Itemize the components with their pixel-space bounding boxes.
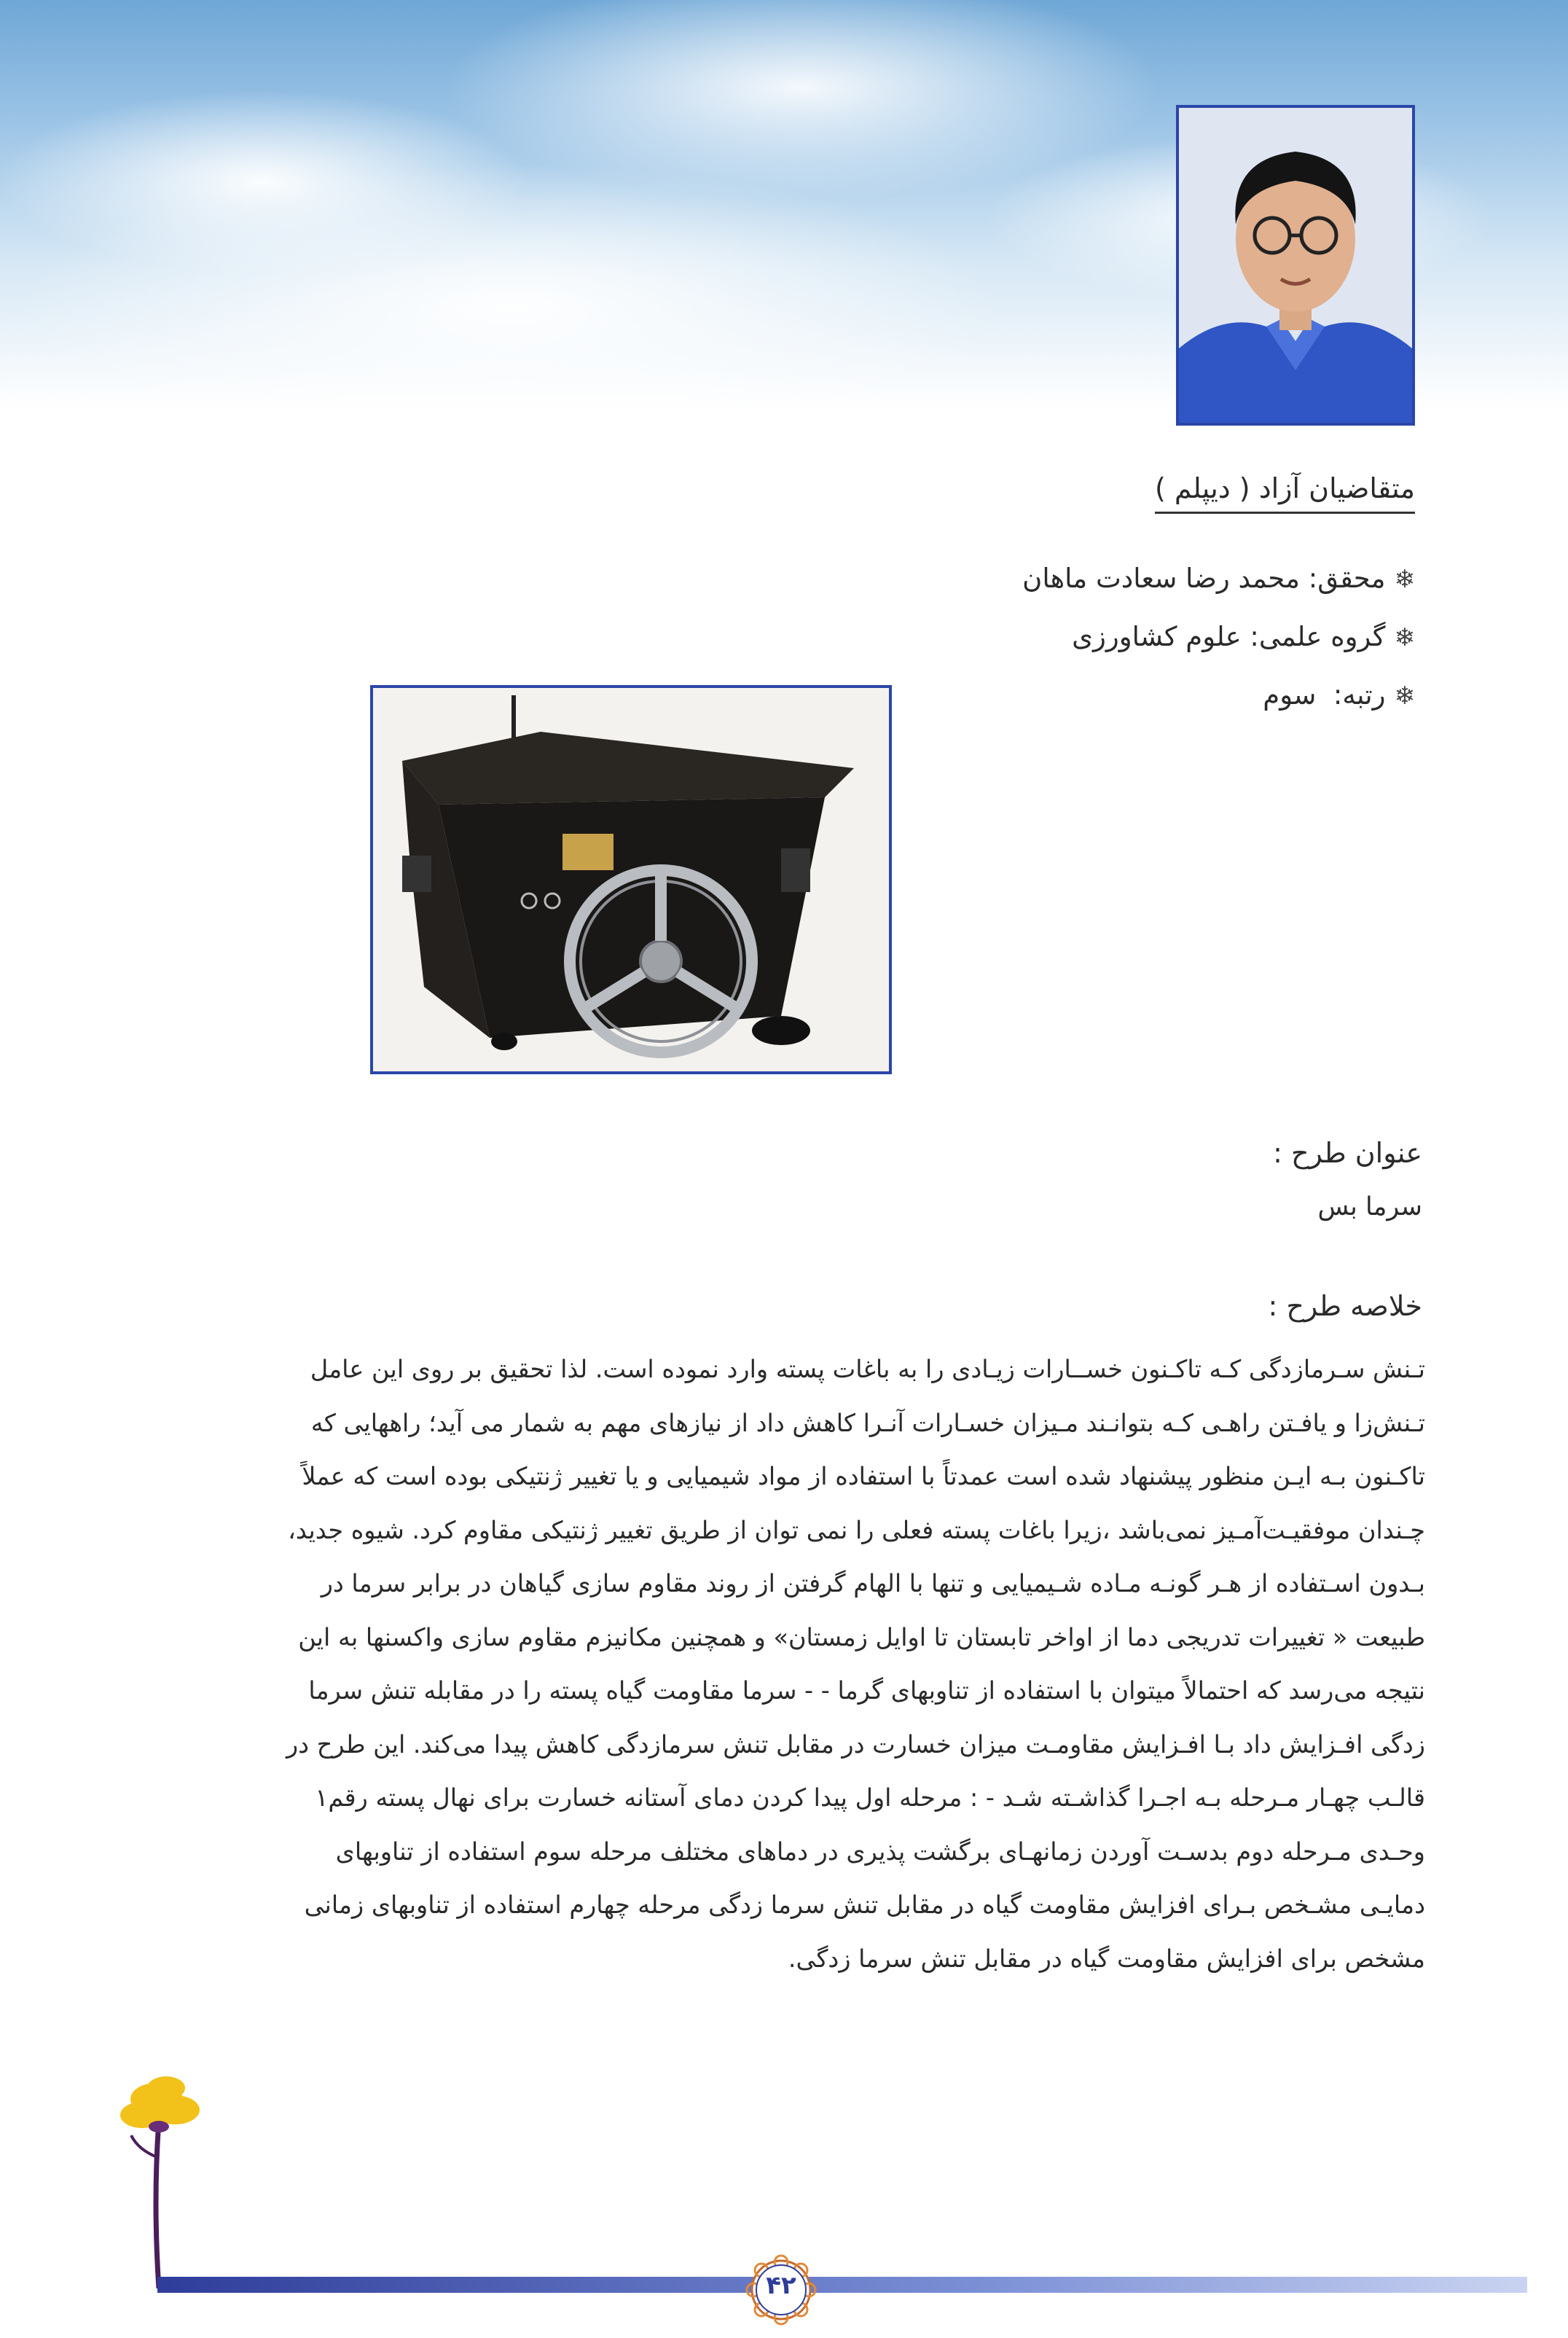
project-device-photo	[370, 685, 892, 1074]
researcher-name: محمد رضا سعادت ماهان	[1022, 563, 1300, 594]
info-label: گروه علمی	[1258, 621, 1386, 652]
summary-line: تـنش سـرمازدگی کـه تاکـنون خســارات زیـادی را به باغات پسته وارد نموده است. لذا تحقیق بر روی این عامل	[310, 1355, 1425, 1383]
summary-line: تاکـنون بـه ایـن منظور پیشنهاد شده است عمدتاً با استفاده از مواد شیمیایی و یا تغییر ژنتیکی بوده است که عملاً	[302, 1462, 1425, 1490]
summary-line: نتیجه می‌رسد که احتمالاً میتوان با استفاده از تناوبهای گرما - - سرما مقاومت گیاه پسته را در مقابله تنش سرما	[308, 1676, 1425, 1705]
snowflake-bullet-icon: ❄	[1394, 623, 1415, 652]
info-label: رتبه	[1342, 679, 1386, 711]
applicant-category: متقاضیان آزاد ( دیپلم )	[1155, 472, 1415, 514]
summary-heading: خلاصه طرح :	[1268, 1290, 1422, 1322]
researcher-portrait	[1176, 105, 1415, 426]
summary-paragraph	[172, 1342, 1425, 1985]
snowflake-bullet-icon: ❄	[1394, 565, 1415, 594]
rank-value: سوم	[1263, 679, 1317, 711]
info-label: محقق	[1317, 563, 1386, 594]
summary-line: قالـب چهـار مـرحله بـه اجـرا گذاشـته شـد - : مرحله اول پیدا کردن دمای آستانه خسارت برای نهال پسته رقم۱	[315, 1783, 1425, 1812]
flower-decoration-icon	[102, 2070, 233, 2288]
researcher-line: ❄محقق: محمد رضا سعادت ماهان	[1022, 563, 1415, 594]
summary-line: دمایـی مشـخص بـرای افزایش مقاومت گیاه در مقابل تنش سرما زدگی مرحله چهارم استفاده از تناوبهای زمانی	[304, 1891, 1425, 1919]
summary-line: بـدون اسـتفاده از هـر گونـه مـاده شـیمیایی و تنها با الهام گرفتن از روند مقاوم سازی گیاهان در برابر سرما در	[321, 1569, 1425, 1598]
scientific-group-line: ❄گروه علمی: علوم کشاورزی	[1072, 621, 1415, 652]
summary-line: چـندان موفقیـت‌آمـیز نمی‌باشد ،زیرا باغات پسته فعلی را نمی توان از طریق تغییر ژنتیکی مقاوم کرد. شیوه جدید،	[288, 1515, 1425, 1544]
project-title: سرما بس	[1317, 1192, 1422, 1221]
project-title-heading: عنوان طرح :	[1273, 1137, 1422, 1169]
rank-line: ❄رتبه: سوم	[1263, 679, 1415, 711]
summary-line: مشخص برای افزایش مقاومت گیاه در مقابل تنش سرما زدگی.	[788, 1944, 1425, 1973]
footer-bar	[157, 2277, 1527, 2293]
summary-line: زدگی افـزایش داد بـا افـزایش مقاومـت میزان خسارت در مقابل تنش سرمازدگی کاهش پیدا می‌کند. این طرح در	[286, 1729, 1425, 1759]
snowflake-bullet-icon: ❄	[1394, 681, 1415, 711]
summary-line: وحـدی مـرحله دوم بدسـت آوردن زمانهـای برگشت پذیری در دماهای مختلف مرحله سوم استفاده از تناوبهای	[335, 1837, 1425, 1866]
summary-line: تـنش‌زا و یافـتن راهـی کـه بتوانـند مـیزان خسـارات آنـرا کاهش داد از نیازهای مهم به شمار می آید؛ راههایی که	[310, 1408, 1425, 1437]
summary-line: طبیعت « تغییرات تدریجی دما از اواخر تابستان تا اوایل زمستان» و همچنین مکانیزم مقاوم سازی واکسنها به این	[298, 1622, 1425, 1651]
scientific-group: علوم کشاورزی	[1072, 621, 1242, 652]
page-number: ۴۲	[766, 2271, 796, 2300]
